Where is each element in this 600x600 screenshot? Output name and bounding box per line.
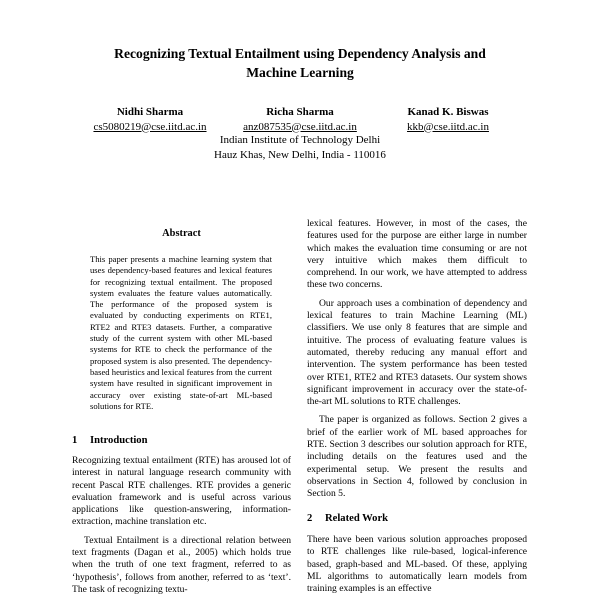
right-column-body <box>307 218 527 507</box>
author-2 <box>228 105 372 134</box>
section-number: 1 <box>72 435 78 446</box>
author-name: Nidhi Sharma <box>116 106 184 118</box>
author-1 <box>80 105 220 134</box>
abstract-text <box>90 254 272 418</box>
affiliation-line-1: Indian Institute of Technology Delhi <box>219 134 381 146</box>
abstract-paragraph: This paper presents a machine learning system that uses dependency-based features and lexical features for recognizing textual entailment. The proposed system evaluates the feature values automatically. The performance of the proposed system is evaluated by conducting experiments on RTE1, RTE2 and RTE3 datasets. Further, a comparative study of the current system with other ML-based systems for RTE to check the performance of the proposed system is also presented. The dependency-based heuristics and lexical features from the current system have resulted in significant improvement in accuracy over existing state-of-art ML-based solutions for RTE. <box>90 254 272 411</box>
section-heading-related-work <box>307 513 388 524</box>
paragraph: Our approach uses a combination of dependency and lexical features to train Machine Learning (ML) classifiers. We use only 8 features that are simple and intuitive. The process of evaluating feature values is automated, thereby reducing any manual effort and intervention. The system performance has been tested over RTE1, RTE2 and RTE3 datasets. Our system shows significant improvement in accuracy over the state-of-the-art ML solutions to RTE challenges. <box>307 297 527 408</box>
abstract-heading: Abstract <box>162 228 201 239</box>
paragraph: lexical features. However, in most of the cases, the features used for the purpose are either large in number which makes the evaluation time consuming or are not very intuitive which makes them difficult to comprehend. In our work, we have attempted to address these two concerns. <box>307 218 527 291</box>
author-email-link[interactable]: kkb@cse.iitd.ac.in <box>407 120 489 133</box>
paragraph: The paper is organized as follows. Section 2 gives a brief of the earlier work of ML based approaches for RTE. Section 3 describes our solution approach for RTE, including details on the features used and the experimental setup. We present the results and observations in Section 4, followed by conclusion in Section 5. <box>307 414 527 500</box>
section-title: Related Work <box>325 513 389 524</box>
author-email-link[interactable]: anz087535@cse.iitd.ac.in <box>243 120 357 133</box>
title-line-2: Machine Learning <box>246 65 354 80</box>
title-line-1: Recognizing Textual Entailment using Dependency Analysis and <box>114 46 486 61</box>
section-heading-introduction <box>72 435 148 446</box>
paragraph: Recognizing textual entailment (RTE) has aroused lot of interest in natural language research community with recent Pascal RTE challenges. RTE provides a generic evaluation framework and is useful across various applications like question-answering, information-extraction, machine translation etc. <box>72 455 291 528</box>
author-name: Kanad K. Biswas <box>407 106 489 118</box>
introduction-body <box>72 455 291 600</box>
section-number: 2 <box>307 513 313 524</box>
section-title: Introduction <box>90 435 148 446</box>
affiliation <box>150 133 450 163</box>
paragraph: There have been various solution approaches proposed to RTE challenges like rule-based, logical-inference based, graph-based and ML-based. Of these, applying ML algorithms to automatically learn models from training examples is an effective <box>307 534 527 595</box>
author-name: Richa Sharma <box>266 106 334 118</box>
affiliation-line-2: Hauz Khas, New Delhi, India - 110016 <box>214 149 386 161</box>
related-work-body <box>307 534 527 600</box>
paragraph: Textual Entailment is a directional relation between text fragments (Dagan et al., 2005) which holds true when the truth of one text fragment, referred to as ‘hypothesis’, follows from another, referred to as ‘text’. The task of recognizing textu- <box>72 534 291 595</box>
paper-title <box>80 44 520 82</box>
author-email-link[interactable]: cs5080219@cse.iitd.ac.in <box>93 120 207 133</box>
author-3 <box>388 105 508 134</box>
